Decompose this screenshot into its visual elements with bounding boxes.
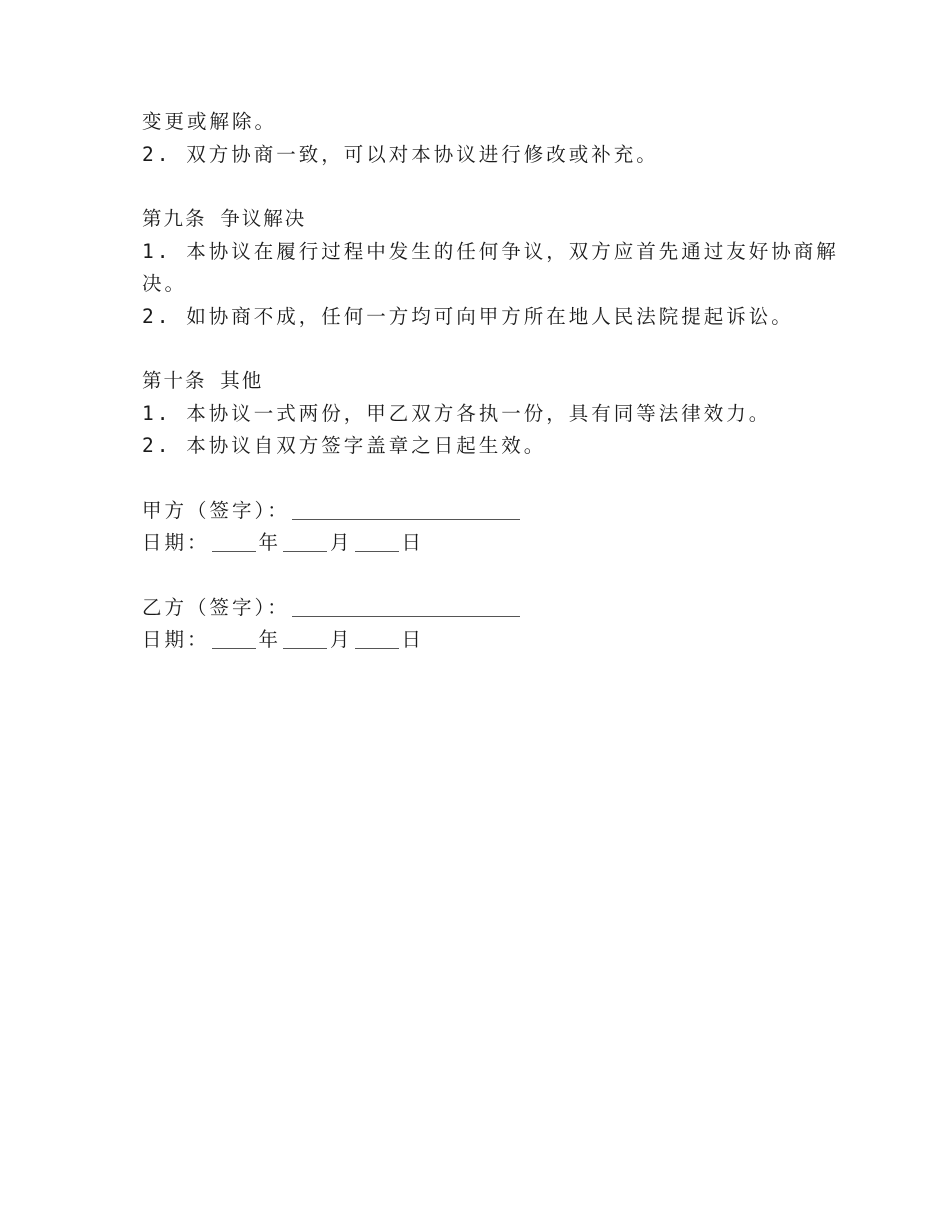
party-b-year-blank <box>212 647 256 649</box>
party-b-day-blank <box>355 647 399 649</box>
party-a-day-label: 日 <box>401 531 425 554</box>
article10-heading: 第十条 其他 <box>142 369 264 392</box>
party-b-month-blank <box>283 647 327 649</box>
article9-item-1-line-a: 1. 本协议在履行过程中发生的任何争议，双方应首先通过友好协商解 <box>142 239 839 263</box>
party-b-signature-line <box>292 615 520 617</box>
party-a-signature-line <box>292 518 520 520</box>
paragraph-gap <box>142 171 822 203</box>
party-a-signature-row <box>142 495 822 528</box>
paragraph-gap <box>142 463 822 495</box>
party-a-sign-label: 甲方（签字）： <box>142 498 290 522</box>
article9-item-2: 2. 如协商不成，任何一方均可向甲方所在地人民法院提起诉讼。 <box>142 304 794 328</box>
paragraph-gap <box>142 560 822 592</box>
party-a-month-blank <box>283 550 327 552</box>
party-b-year-label: 年 <box>258 628 282 651</box>
party-a-day-blank <box>355 550 399 552</box>
party-a-year-label: 年 <box>258 531 282 554</box>
party-b-month-label: 月 <box>330 628 353 651</box>
article10-item-2: 2. 本协议自双方签字盖章之日起生效。 <box>142 434 547 457</box>
party-b-signature-row <box>142 592 822 625</box>
article10-item-1: 1. 本协议一式两份，甲乙双方各执一份，具有同等法律效力。 <box>142 401 772 425</box>
paragraph-gap <box>142 333 822 365</box>
party-b-date-row <box>142 624 822 657</box>
party-b-day-label: 日 <box>401 628 425 651</box>
party-b-sign-label: 乙方（签字）： <box>142 595 290 619</box>
document-page <box>142 106 839 657</box>
party-a-year-blank <box>212 550 256 552</box>
article8-item-2: 2. 双方协商一致，可以对本协议进行修改或补充。 <box>142 142 659 166</box>
party-b-date-label: 日期： <box>142 628 210 651</box>
party-a-date-label: 日期： <box>142 531 210 554</box>
article9-item-1-line-b: 决。 <box>142 272 188 295</box>
article9-heading: 第九条 争议解决 <box>142 207 307 230</box>
party-a-date-row <box>142 527 822 560</box>
article8-continuation: 变更或解除。 <box>142 110 278 133</box>
party-a-month-label: 月 <box>330 531 353 554</box>
